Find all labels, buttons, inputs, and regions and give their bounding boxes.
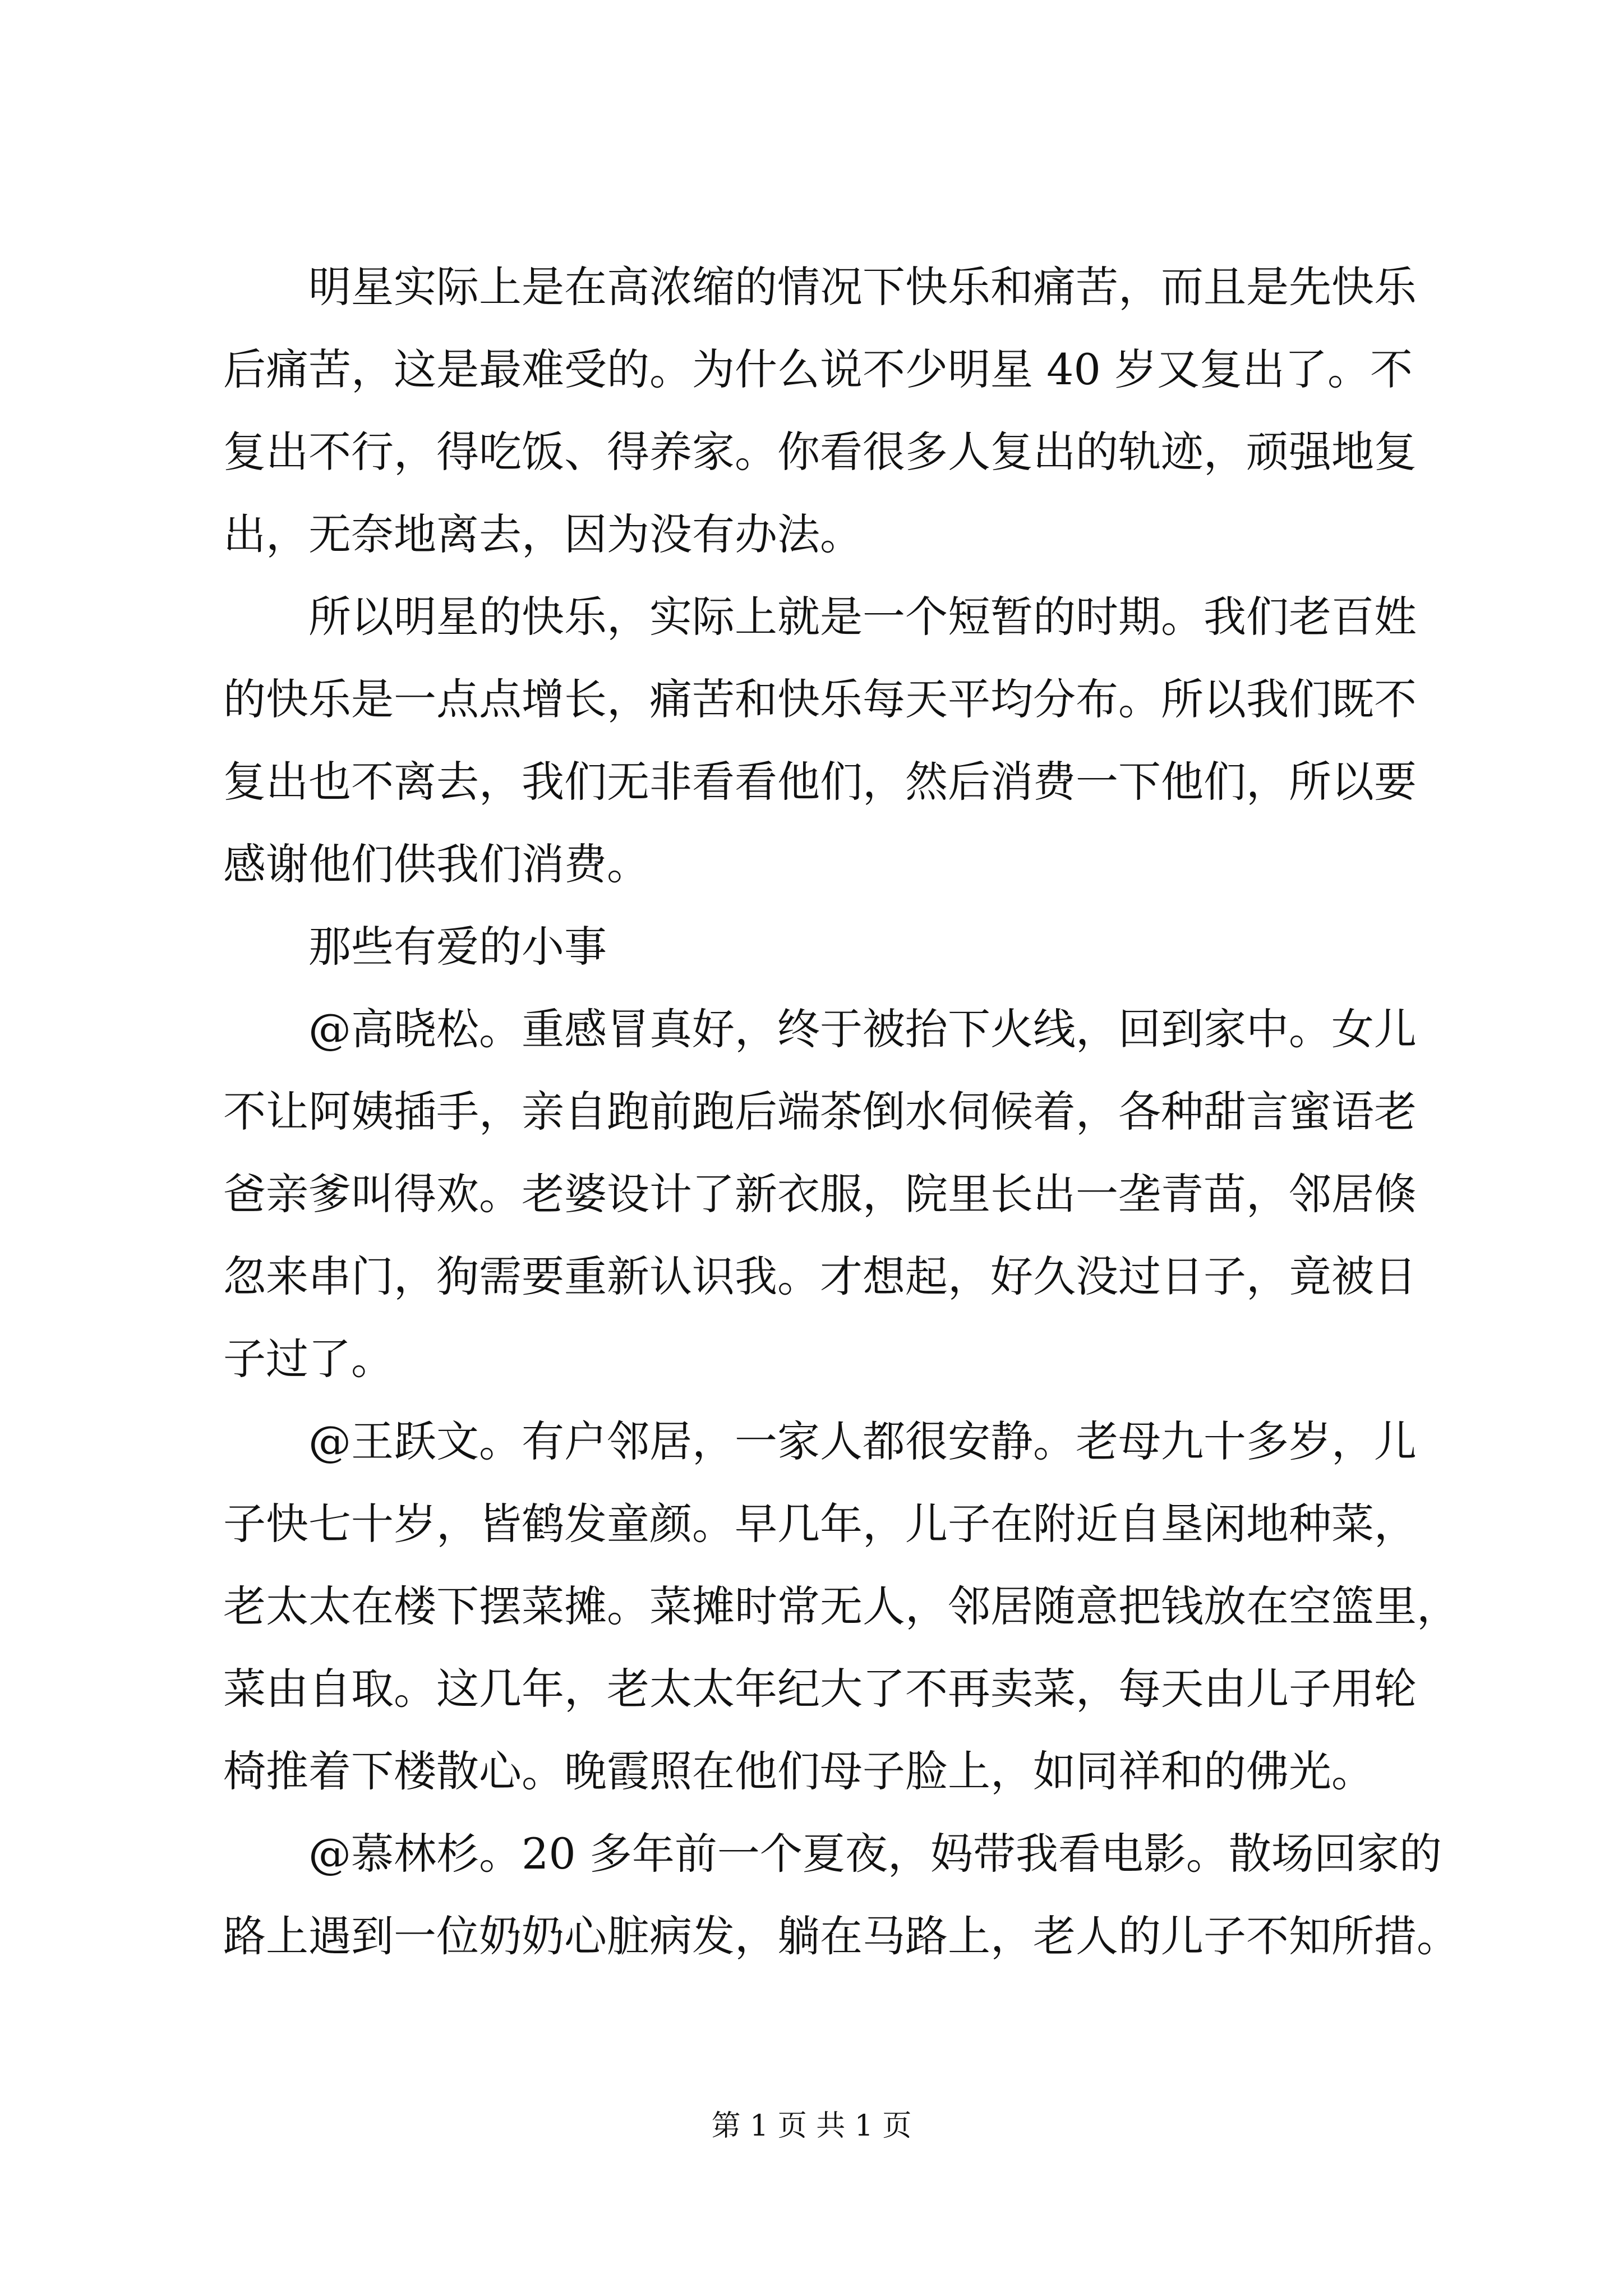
text-line: @高晓松。重感冒真好，终于被抬下火线，回到家中。女儿: [308, 1004, 1417, 1054]
paragraph: [223, 246, 1417, 576]
text-line: 出，无奈地离去，因为没有办法。: [223, 509, 863, 559]
paragraph: [223, 988, 1417, 1400]
text-line: 明星实际上是在高浓缩的情况下快乐和痛苦，而且是先快乐: [308, 262, 1417, 312]
paragraph: [223, 1400, 1459, 1812]
text-line: 所以明星的快乐，实际上就是一个短暂的时期。我们老百姓: [308, 592, 1417, 642]
text-line: 路上遇到一位奶奶心脏病发，躺在马路上，老人的儿子不知所措。: [223, 1911, 1459, 1961]
text-line: 菜由自取。这几年，老太太年纪大了不再卖菜，每天由儿子用轮: [223, 1664, 1417, 1714]
text-line: 的快乐是一点点增长，痛苦和快乐每天平均分布。所以我们既不: [223, 674, 1417, 724]
text-line: 感谢他们供我们消费。: [223, 839, 649, 889]
document-body: [223, 246, 1459, 1977]
paragraph: [223, 1812, 1459, 1977]
text-line: @慕林杉。20 多年前一个夏夜，妈带我看电影。散场回家的: [308, 1829, 1442, 1879]
text-line: 老太太在楼下摆菜摊。菜摊时常无人，邻居随意把钱放在空篮里，: [223, 1581, 1459, 1631]
text-line: @王跃文。有户邻居，一家人都很安静。老母九十多岁，儿: [308, 1416, 1417, 1466]
text-line: 后痛苦，这是最难受的。为什么说不少明星 40 岁又复出了。不: [223, 344, 1413, 394]
text-line: 复出也不离去，我们无非看看他们，然后消费一下他们，所以要: [223, 757, 1417, 807]
heading-line: 那些有爱的小事: [308, 922, 607, 972]
paragraph: [223, 576, 1417, 905]
section-heading: [223, 905, 1412, 988]
text-line: 不让阿姨插手，亲自跑前跑后端茶倒水伺候着，各种甜言蜜语老: [223, 1087, 1417, 1137]
text-line: 椅推着下楼散心。晚霞照在他们母子脸上，如同祥和的佛光。: [223, 1746, 1374, 1796]
text-line: 爸亲爹叫得欢。老婆设计了新衣服，院里长出一垄青苗，邻居倏: [223, 1169, 1417, 1219]
text-line: 子过了。: [223, 1334, 394, 1384]
text-line: 子快七十岁，皆鹤发童颜。早几年，儿子在附近自垦闲地种菜，: [223, 1499, 1417, 1549]
page-footer: 第 1 页 共 1 页: [711, 2109, 912, 2143]
text-line: 复出不行，得吃饭、得养家。你看很多人复出的轨迹，顽强地复: [223, 427, 1417, 477]
text-line: 忽来串门，狗需要重新认识我。才想起，好久没过日子，竟被日: [223, 1251, 1417, 1301]
